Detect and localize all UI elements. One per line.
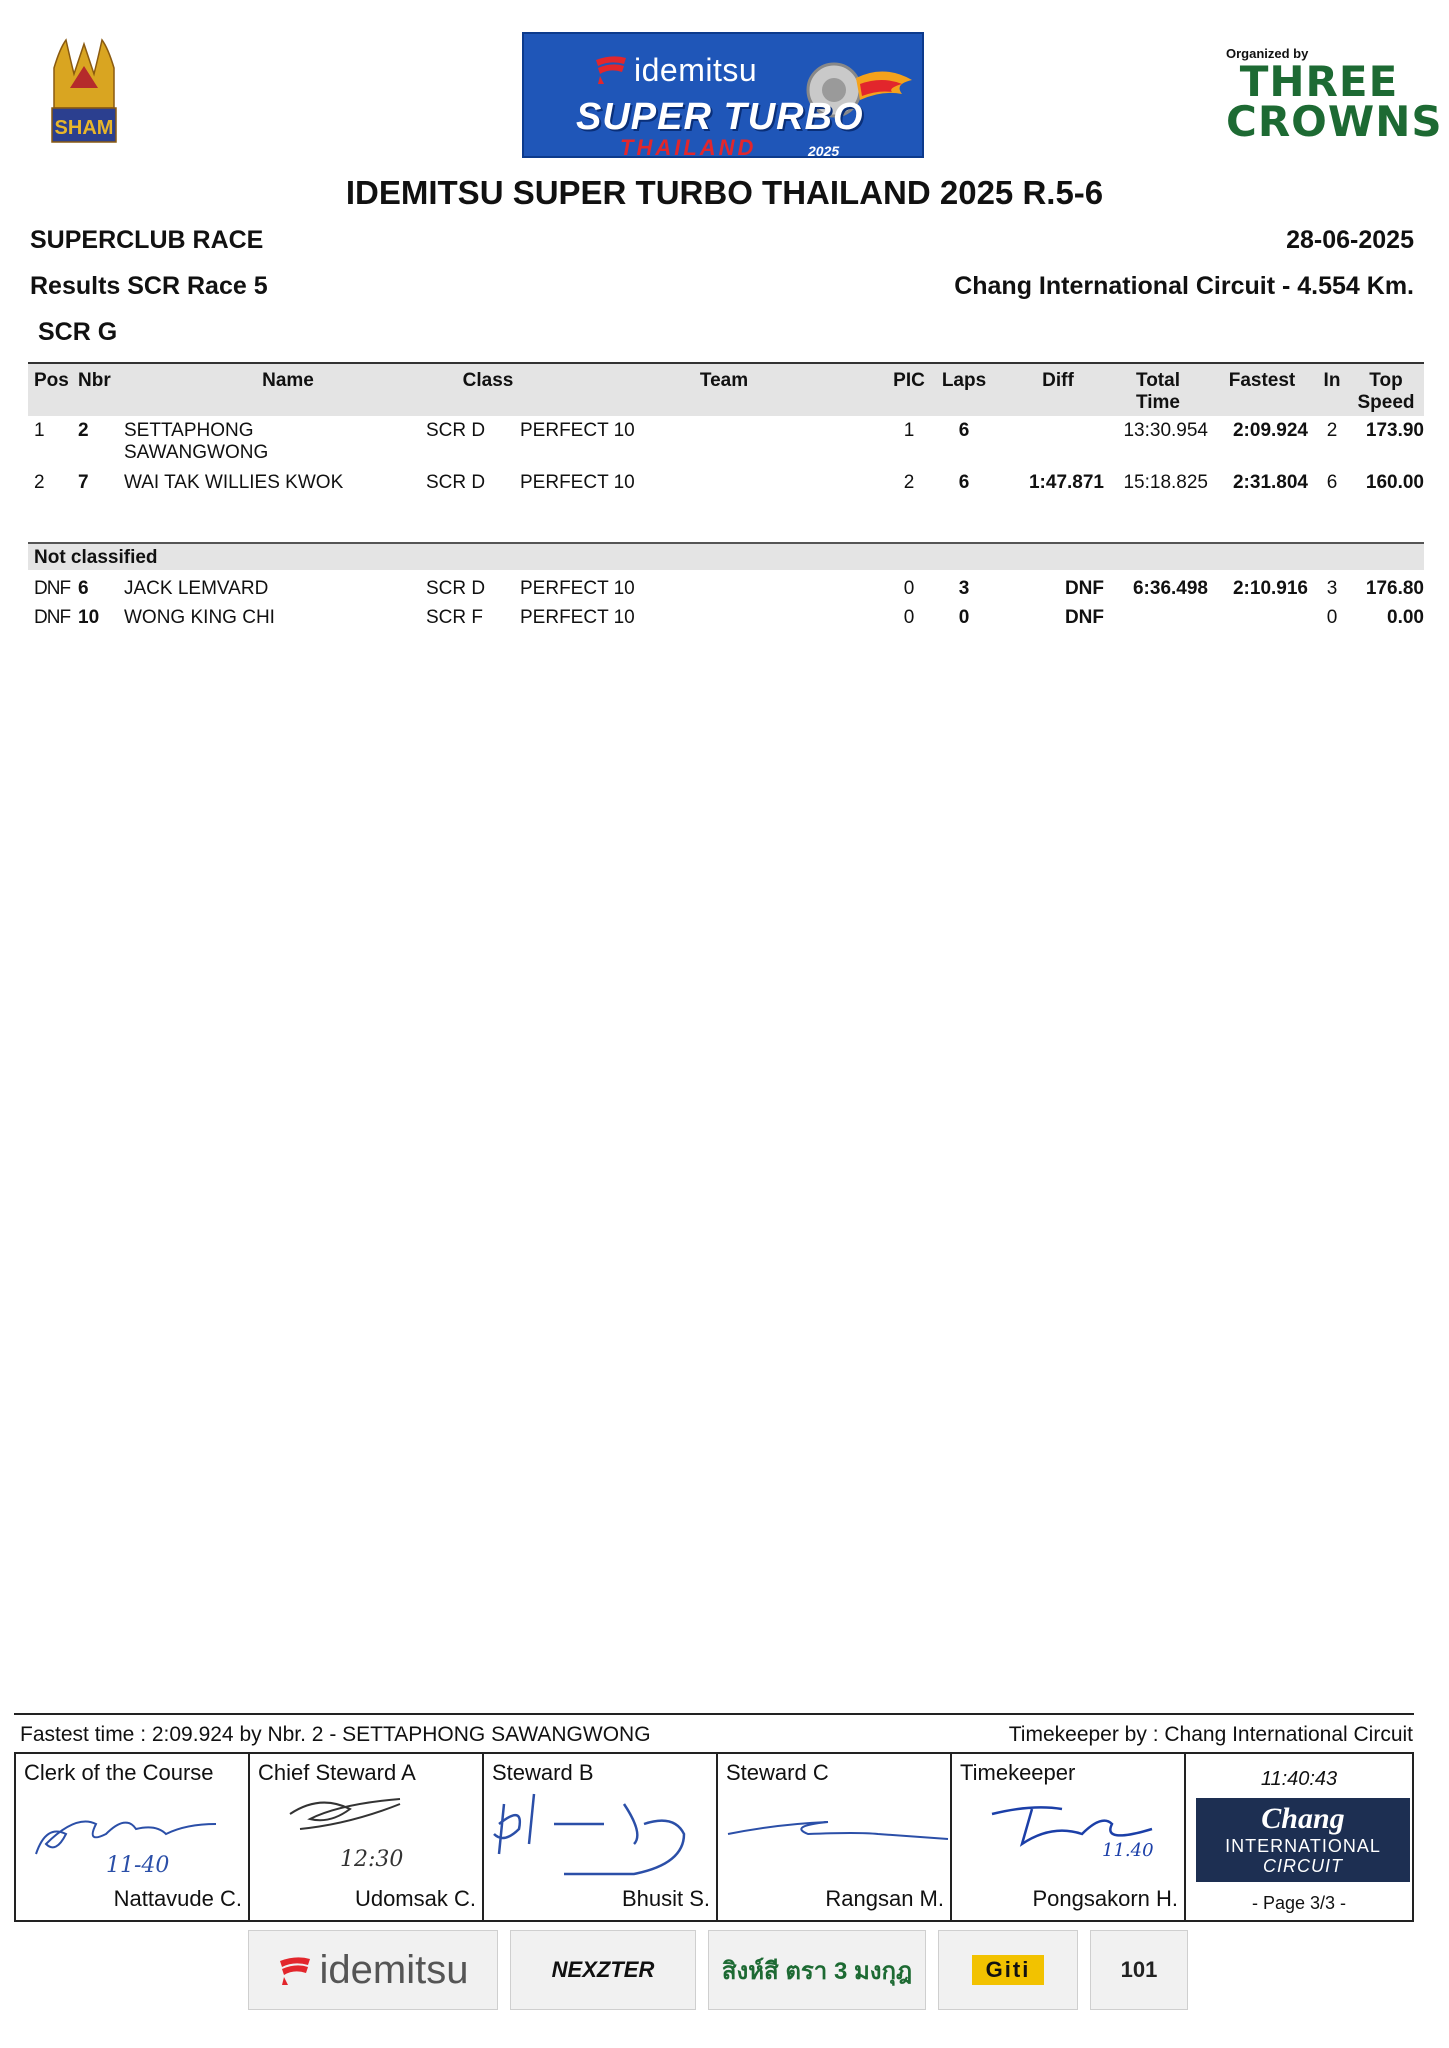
row-pic: 1 bbox=[903, 420, 915, 441]
row-diff: DNF bbox=[1064, 607, 1104, 628]
row-class: SCR F bbox=[426, 607, 483, 628]
row-top-speed: 160.00 bbox=[1365, 472, 1424, 493]
col-pos: Pos bbox=[34, 370, 69, 391]
sponsor-strip bbox=[248, 1930, 1188, 2012]
sponsor-giti-logo bbox=[938, 1930, 1078, 2010]
footer-rule bbox=[14, 1713, 1414, 1715]
banner-super-turbo: SUPER TURBO bbox=[576, 96, 864, 138]
sponsor-idemitsu-logo bbox=[248, 1930, 498, 2010]
col-pic: PIC bbox=[893, 370, 925, 391]
row-pos: 1 bbox=[34, 420, 45, 441]
table-header bbox=[28, 364, 1424, 416]
table-row bbox=[28, 605, 1424, 633]
idemitsu-super-turbo-banner bbox=[522, 32, 924, 158]
signature-title: Steward C bbox=[726, 1760, 829, 1785]
results-label: Results SCR Race 5 bbox=[30, 272, 268, 300]
col-diff: Diff bbox=[1042, 370, 1074, 391]
signature-name: Rangsan M. bbox=[825, 1886, 944, 1911]
row-name: WONG KING CHI bbox=[124, 607, 275, 628]
three-crowns-logo: THREE CROWNS bbox=[1226, 57, 1443, 146]
group-label: SCR G bbox=[38, 318, 118, 346]
row-name-line2: SAWANGWONG bbox=[124, 442, 269, 463]
row-fastest: 2:09.924 bbox=[1232, 420, 1308, 441]
chang-circuit-logo bbox=[1196, 1798, 1410, 1882]
col-top-speed bbox=[1348, 370, 1424, 414]
col-fastest: Fastest bbox=[1228, 370, 1296, 391]
signature-name: Nattavude C. bbox=[113, 1886, 242, 1911]
row-pic: 2 bbox=[903, 472, 915, 493]
sponsor-101-logo bbox=[1090, 1930, 1188, 2010]
row-fastest: 2:10.916 bbox=[1232, 578, 1308, 599]
row-laps: 3 bbox=[958, 578, 970, 599]
sponsor-label: Giti bbox=[972, 1955, 1045, 1985]
row-top-speed: 0.00 bbox=[1387, 607, 1424, 628]
chang-logo-line3: CIRCUIT bbox=[1263, 1856, 1343, 1876]
row-nbr: 6 bbox=[78, 578, 89, 599]
table-row bbox=[28, 576, 1424, 604]
row-top-speed: 176.80 bbox=[1365, 578, 1424, 599]
row-team: PERFECT 10 bbox=[520, 420, 635, 441]
signature-name: Udomsak C. bbox=[354, 1886, 476, 1911]
signature-cell-chief-steward bbox=[250, 1754, 484, 1920]
signature-cell-steward-c bbox=[718, 1754, 952, 1920]
row-in: 2 bbox=[1326, 420, 1338, 441]
row-name-line1: SETTAPHONG bbox=[124, 420, 254, 441]
table-row bbox=[28, 470, 1424, 498]
signature-clerk-icon bbox=[16, 1784, 250, 1894]
idemitsu-flag-icon bbox=[594, 54, 628, 84]
signature-cell-timekeeper bbox=[952, 1754, 1186, 1920]
row-diff: DNF bbox=[1064, 578, 1104, 599]
sponsor-label: 101 bbox=[1120, 1957, 1158, 1982]
race-date: 28-06-2025 bbox=[1286, 226, 1414, 254]
col-total-time-line1: Total bbox=[1136, 370, 1180, 391]
signature-box bbox=[14, 1752, 1414, 1922]
row-team: PERFECT 10 bbox=[520, 472, 635, 493]
row-class: SCR D bbox=[426, 578, 486, 599]
row-fastest: 2:31.804 bbox=[1232, 472, 1308, 493]
row-class: SCR D bbox=[426, 472, 486, 493]
signature-note: 11-40 bbox=[106, 1853, 170, 1878]
row-laps: 0 bbox=[958, 607, 970, 628]
col-total-time bbox=[1108, 370, 1208, 414]
signature-cell-steward-b bbox=[484, 1754, 718, 1920]
race-name: SUPERCLUB RACE bbox=[30, 226, 264, 254]
row-name bbox=[124, 420, 268, 464]
row-pic: 0 bbox=[903, 578, 915, 599]
banner-year: 2025 bbox=[808, 143, 840, 158]
banner-thailand: THAILAND bbox=[620, 135, 757, 158]
row-top-speed: 173.90 bbox=[1365, 420, 1424, 441]
banner-brand: idemitsu bbox=[634, 52, 758, 88]
signature-title: Clerk of the Course bbox=[24, 1760, 214, 1785]
sports-authority-logo-text: SHAM bbox=[54, 117, 114, 139]
row-nbr: 2 bbox=[78, 420, 89, 441]
row-name: JACK LEMVARD bbox=[124, 578, 269, 599]
signature-steward-b-icon bbox=[484, 1784, 718, 1894]
col-name: Name bbox=[262, 370, 314, 391]
sponsor-label: NEXZTER bbox=[551, 1957, 655, 1982]
row-laps: 6 bbox=[958, 472, 970, 493]
row-name: WAI TAK WILLIES KWOK bbox=[124, 472, 344, 493]
row-in: 0 bbox=[1326, 607, 1338, 628]
row-in: 3 bbox=[1326, 578, 1338, 599]
signature-steward-c-icon bbox=[718, 1784, 952, 1894]
signature-cell-clerk bbox=[16, 1754, 250, 1920]
signature-chief-steward-icon bbox=[250, 1784, 484, 1894]
row-total-time: 15:18.825 bbox=[1123, 472, 1208, 493]
row-diff: 1:47.871 bbox=[1028, 472, 1104, 493]
row-in: 6 bbox=[1326, 472, 1338, 493]
row-pic: 0 bbox=[903, 607, 915, 628]
chang-logo-line1: Chang bbox=[1261, 1802, 1345, 1835]
row-total-time: 6:36.498 bbox=[1132, 578, 1208, 599]
timekeeper-by-line: Timekeeper by : Chang International Circuit bbox=[1008, 1723, 1413, 1746]
row-total-time: 13:30.954 bbox=[1123, 420, 1208, 441]
fastest-time-line: Fastest time : 2:09.924 by Nbr. 2 - SETTAPHONG SAWANGWONG bbox=[20, 1723, 651, 1746]
col-total-time-line2: Time bbox=[1135, 392, 1180, 413]
page-title: IDEMITSU SUPER TURBO THAILAND 2025 R.5-6 bbox=[345, 174, 1104, 211]
chang-logo-line2: INTERNATIONAL bbox=[1225, 1836, 1381, 1856]
row-nbr: 10 bbox=[78, 607, 100, 628]
col-class: Class bbox=[462, 370, 514, 391]
row-team: PERFECT 10 bbox=[520, 578, 635, 599]
signature-timekeeper-icon bbox=[952, 1784, 1186, 1894]
not-classified-label: Not classified bbox=[34, 547, 158, 568]
row-pos: DNF bbox=[34, 578, 71, 599]
signature-cell-timestamp bbox=[1186, 1754, 1412, 1920]
col-nbr: Nbr bbox=[78, 370, 111, 391]
page-number: - Page 3/3 - bbox=[1251, 1893, 1347, 1913]
col-laps: Laps bbox=[941, 370, 987, 391]
signature-title: Steward B bbox=[492, 1760, 594, 1785]
row-class: SCR D bbox=[426, 420, 486, 441]
sponsor-label: idemitsu bbox=[319, 1947, 469, 1992]
row-pos: DNF bbox=[34, 607, 71, 628]
col-top-speed-line2: Speed bbox=[1357, 392, 1415, 413]
col-top-speed-line1: Top bbox=[1369, 370, 1403, 391]
signature-note: 12:30 bbox=[340, 1847, 404, 1872]
row-nbr: 7 bbox=[78, 472, 89, 493]
table-row bbox=[28, 418, 1424, 468]
signature-name: Pongsakorn H. bbox=[1032, 1886, 1178, 1911]
timestamp: 11:40:43 bbox=[1260, 1768, 1338, 1790]
signature-title: Chief Steward A bbox=[258, 1760, 416, 1785]
signature-title: Timekeeper bbox=[960, 1760, 1076, 1785]
col-in: In bbox=[1323, 370, 1341, 391]
signature-name: Bhusit S. bbox=[621, 1886, 710, 1911]
col-team: Team bbox=[699, 370, 749, 391]
circuit-info: Chang International Circuit - 4.554 Km. bbox=[954, 272, 1414, 300]
not-classified-bar bbox=[28, 544, 1424, 570]
signature-note: 11.40 bbox=[1102, 1840, 1154, 1861]
sponsor-label: สิงห์สี ตรา 3 มงกุฎ bbox=[721, 1957, 913, 1985]
idemitsu-flag-icon bbox=[278, 1955, 312, 1985]
organized-by-label: Organized by bbox=[1226, 46, 1309, 61]
sponsor-three-crowns-logo bbox=[708, 1930, 926, 2010]
sponsor-nexzter-logo bbox=[510, 1930, 696, 2010]
row-team: PERFECT 10 bbox=[520, 607, 635, 628]
row-pos: 2 bbox=[34, 472, 45, 493]
row-laps: 6 bbox=[958, 420, 970, 441]
sports-authority-logo bbox=[48, 38, 120, 148]
